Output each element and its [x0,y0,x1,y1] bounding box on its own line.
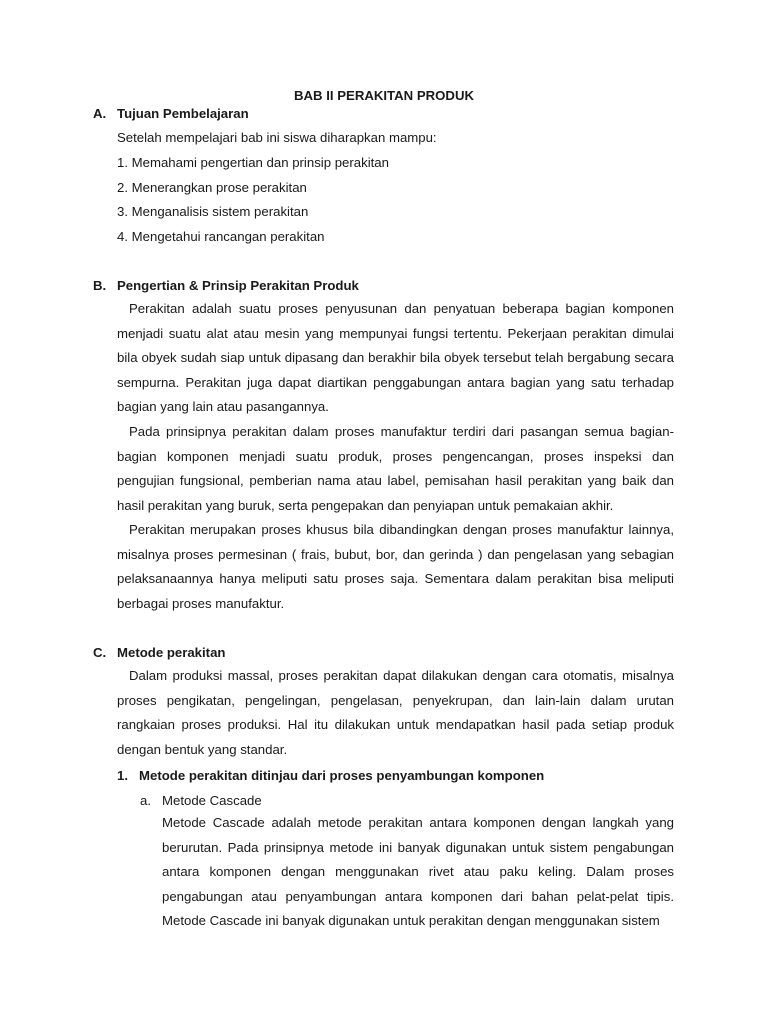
section-c-title: Metode perakitan [117,645,226,660]
section-a-intro: Setelah mempelajari bab ini siswa diharapkan mampu: [117,130,437,145]
subsection-heading [117,768,544,783]
objective-item: 1. Memahami pengertian dan prinsip perakitan [117,155,389,170]
objective-item: 2. Menerangkan prose perakitan [117,180,307,195]
section-c-letter: C. [93,645,107,660]
section-b-heading [93,278,359,293]
method-item-letter: a. [140,793,151,808]
page-title: BAB II PERAKITAN PRODUK [294,88,474,103]
method-item-text: Metode Cascade adalah metode perakitan antara komponen dengan langkah yang berurutan. Pada prinsipnya metode ini banyak digunakan untuk sistem pengabungan antara komponen dengan menggunakan rivet atau paku keling. Dalam proses pengabungan atau penyambungan antara komponen dari bahan pelat-pelat tipis. Metode Cascade ini banyak digunakan untuk perakitan dengan menggunakan sistem [162,815,674,929]
method-item-heading [140,793,262,808]
section-b-letter: B. [93,278,107,293]
section-b-title: Pengertian & Prinsip Perakitan Produk [117,278,359,293]
section-c-paragraph: Dalam produksi massal, proses perakitan dapat dilakukan dengan cara otomatis, misalnya proses pengikatan, pengelingan, pengelasan, penyekrupan, dan lain-lain dalam urutan rangkaian proses produksi. Hal itu dilakukan untuk mendapatkan hasil pada setiap produk dengan bentuk yang standar. [117,668,674,757]
section-b-paragraph: Pada prinsipnya perakitan dalam proses manufaktur terdiri dari pasangan semua bagian-bagian komponen menjadi suatu produk, proses pengencangan, proses inspeksi dan pengujian fungsional, pemberian nama atau label, pemisahan hasil perakitan yang baik dan hasil perakitan yang buruk, serta pengepakan dan penyiapan untuk pemakaian akhir. [117,424,674,513]
objective-item: 4. Mengetahui rancangan perakitan [117,229,325,244]
subsection-title: Metode perakitan ditinjau dari proses penyambungan komponen [139,768,545,783]
section-a-title: Tujuan Pembelajaran [117,106,249,121]
section-a-letter: A. [93,106,107,121]
method-item-label: Metode Cascade [162,793,262,808]
section-b-paragraph: Perakitan adalah suatu proses penyusunan dan penyatuan beberapa bagian komponen menjadi suatu alat atau mesin yang mempunyai fungsi tertentu. Pekerjaan perakitan dimulai bila obyek sudah siap untuk dipasang dan berakhir bila obyek tersebut telah bergabung secara sempurna. Perakitan juga dapat diartikan penggabungan antara bagian yang satu terhadap bagian yang lain atau pasangannya. [117,301,674,415]
subsection-number: 1. [117,768,128,783]
section-c-heading [93,645,225,660]
section-a-heading [93,106,249,121]
objective-item: 3. Menganalisis sistem perakitan [117,204,309,219]
section-b-paragraph: Perakitan merupakan proses khusus bila dibandingkan dengan proses manufaktur lainnya, misalnya proses permesinan ( frais, bubut, bor, dan gerinda ) dan pengelasan yang sebagian pelaksanaannya hanya meliputi satu proses saja. Sementara dalam perakitan bisa meliputi berbagai proses manufaktur. [117,522,674,611]
